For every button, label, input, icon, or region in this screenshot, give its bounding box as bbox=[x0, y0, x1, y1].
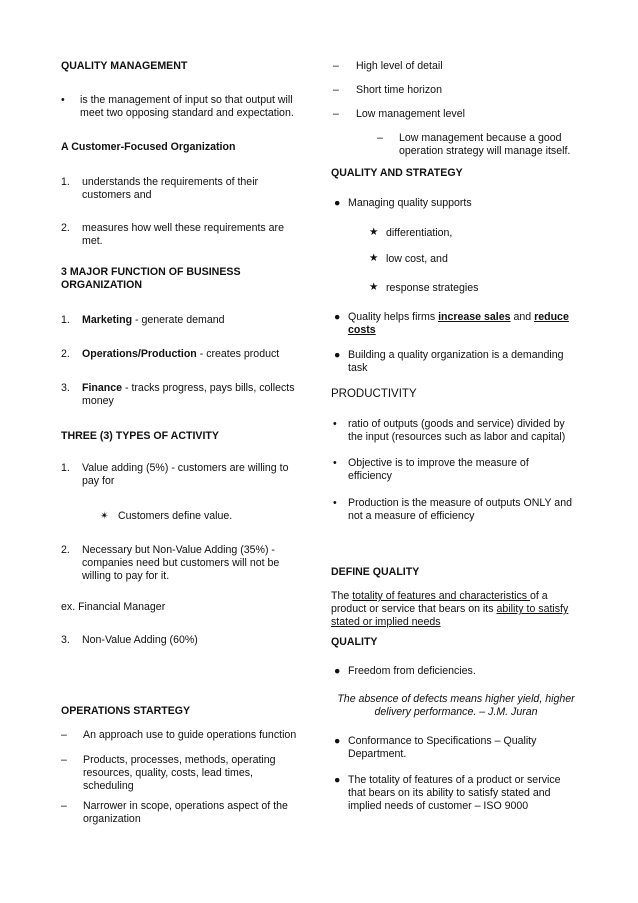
list-item: Building a quality organization is a demanding task bbox=[348, 349, 564, 374]
list-item: measures how well these requirements are met. bbox=[82, 222, 284, 247]
dash: – bbox=[333, 84, 339, 96]
list-item: Value adding (5%) - customers are willing to pay for bbox=[82, 462, 289, 487]
list-item bbox=[82, 314, 302, 327]
list-item bbox=[348, 311, 580, 337]
define-quality-heading: DEFINE QUALITY bbox=[331, 566, 420, 578]
text: The bbox=[331, 590, 353, 602]
types-of-activity-heading: THREE (3) TYPES OF ACTIVITY bbox=[61, 430, 219, 442]
star-item: differentiation, bbox=[386, 227, 453, 239]
underlined-term: reduce costs bbox=[348, 311, 569, 336]
star-item: response strategies bbox=[386, 282, 479, 294]
list-number: 2. bbox=[61, 544, 70, 556]
list-number: 3. bbox=[61, 382, 70, 394]
dash: – bbox=[61, 800, 67, 812]
desc: - generate demand bbox=[132, 314, 225, 326]
asterisk-icon: ✴ bbox=[100, 510, 109, 522]
star-icon: ★ bbox=[369, 281, 379, 293]
star-icon: ★ bbox=[369, 252, 379, 264]
quality-heading: QUALITY bbox=[331, 636, 378, 648]
text: and bbox=[510, 311, 535, 323]
bullet: • bbox=[333, 418, 337, 430]
operations-strategy-heading: OPERATIONS STARTEGY bbox=[61, 705, 191, 717]
list-number: 1. bbox=[61, 462, 70, 474]
bullet: ● bbox=[334, 774, 341, 786]
desc: - tracks progress, pays bills, collects money bbox=[82, 382, 295, 407]
list-item: Objective is to improve the measure of efficiency bbox=[348, 457, 529, 482]
dash: – bbox=[61, 754, 67, 766]
list-item: Products, processes, methods, operating resources, quality, costs, lead times, scheduling bbox=[83, 754, 276, 792]
list-item: Short time horizon bbox=[356, 84, 442, 96]
list-item: understands the requirements of their customers and bbox=[82, 176, 259, 201]
list-item: Non-Value Adding (60%) bbox=[82, 634, 198, 646]
list-number: 2. bbox=[61, 222, 70, 234]
bullet: ● bbox=[334, 311, 341, 323]
customer-focused-heading: A Customer-Focused Organization bbox=[61, 141, 236, 153]
term: Finance bbox=[82, 382, 123, 394]
list-item: Necessary but Non-Value Adding (35%) - companies need but customers will not be willing to pay for it. bbox=[82, 544, 280, 582]
dash: – bbox=[377, 132, 383, 144]
dash: – bbox=[333, 108, 339, 120]
productivity-heading: PRODUCTIVITY bbox=[331, 388, 417, 400]
list-number: 1. bbox=[61, 314, 70, 326]
list-item: High level of detail bbox=[356, 60, 443, 72]
list-number: 2. bbox=[61, 348, 70, 360]
list-item: ratio of outputs (goods and service) divided by the input (resources such as labor and capital) bbox=[348, 418, 566, 443]
list-item: Conformance to Specifications – Quality Department. bbox=[348, 735, 537, 760]
bullet: ● bbox=[334, 349, 341, 361]
list-item: An approach use to guide operations function bbox=[83, 729, 297, 741]
bullet: • bbox=[333, 457, 337, 469]
list-number: 1. bbox=[61, 176, 70, 188]
term: Marketing bbox=[82, 314, 133, 326]
qm-definition: is the management of input so that output will meet two opposing standard and expectation. bbox=[80, 94, 294, 119]
dash: – bbox=[61, 729, 67, 741]
star-item: low cost, and bbox=[386, 253, 448, 265]
term: Operations/Production bbox=[82, 348, 197, 360]
quality-strategy-heading: QUALITY AND STRATEGY bbox=[331, 167, 463, 179]
list-item: The totality of features of a product or service that bears on its ability to satisfy stated and implied needs of customer – ISO 9000 bbox=[348, 774, 561, 812]
list-item bbox=[82, 348, 302, 361]
list-item: Low management level bbox=[356, 108, 465, 120]
bullet: • bbox=[61, 94, 65, 106]
example-text: ex. Financial Manager bbox=[61, 601, 166, 613]
quality-management-heading: QUALITY MANAGEMENT bbox=[61, 60, 188, 72]
list-item: Managing quality supports bbox=[348, 197, 472, 209]
sub-item: Customers define value. bbox=[118, 510, 233, 522]
bullet: ● bbox=[334, 197, 341, 209]
underlined-term: totality of features and characteristics bbox=[352, 590, 531, 602]
underlined-term: increase sales bbox=[438, 311, 511, 323]
major-function-heading: 3 MAJOR FUNCTION OF BUSINESS ORGANIZATION bbox=[61, 266, 241, 291]
star-icon: ★ bbox=[369, 226, 379, 238]
text: Quality helps firms bbox=[348, 311, 439, 323]
define-quality-text bbox=[331, 590, 576, 629]
bullet: • bbox=[333, 497, 337, 509]
sub-item: Low management because a good operation strategy will manage itself. bbox=[399, 132, 571, 157]
juran-quote: The absence of defects means higher yield, higher delivery performance. – J.M. Juran bbox=[337, 693, 575, 718]
list-item: Narrower in scope, operations aspect of the organization bbox=[83, 800, 288, 825]
dash: – bbox=[333, 60, 339, 72]
list-item: Freedom from deficiencies. bbox=[348, 665, 476, 677]
list-item: Production is the measure of outputs ONLY and not a measure of efficiency bbox=[348, 497, 572, 522]
desc: - creates product bbox=[196, 348, 280, 360]
bullet: ● bbox=[334, 735, 341, 747]
underlined-term: ability to satisfy stated or implied needs bbox=[331, 603, 569, 628]
bullet: ● bbox=[334, 665, 341, 677]
text: of a product or service that bears on its bbox=[331, 590, 548, 615]
list-number: 3. bbox=[61, 634, 70, 646]
list-item bbox=[82, 382, 302, 408]
